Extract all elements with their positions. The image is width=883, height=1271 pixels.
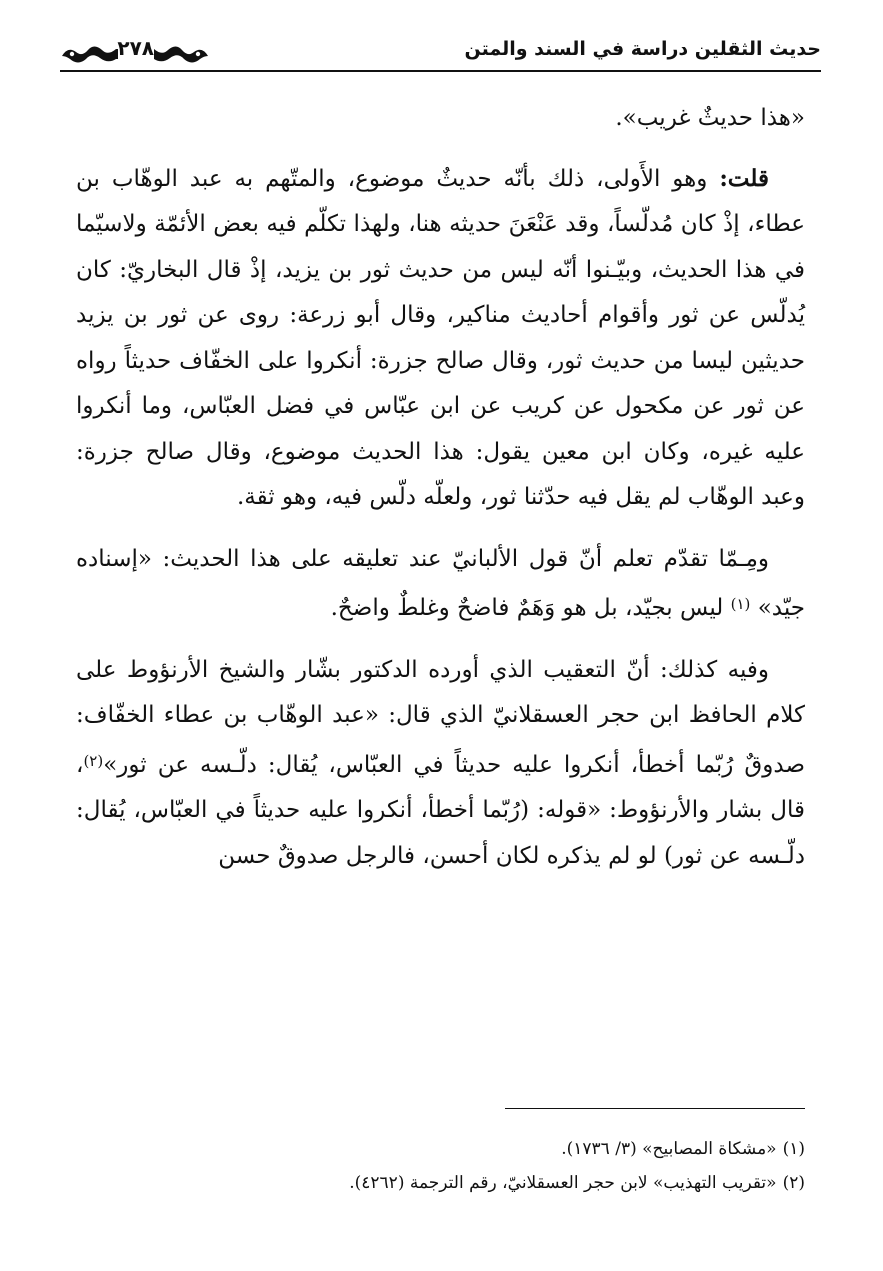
paragraph-4-text-b: ، قال بشار والأرنؤوط: «قوله: (رُبّما أخطأ، أنكروا عليه حديثاً في العبّاس، يُقال: دلّـسه عن ثور) لو لم يذكره لكان أحسن، فالرجل صدوقٌ حسن <box>76 751 805 869</box>
footnote-separator <box>505 1108 805 1109</box>
paragraph-2-text: وهو الأَولى، ذلك بأنّه حديثٌ موضوع، والمتّهم به عبد الوهّاب بن عطاء، إذْ كان مُدلّساً، وقد عَنْعَنَ حديثه هنا، ولهذا تكلّم فيه بعض الأئمّة ولاسيّما في هذا الحديث، وبيّـنوا أنّه ليس من حديث ثور بن يزيد، إذْ قال البخاريّ: كان يُدلّس عن ثور وأقوام أحاديث مناكير، وقال أبو زرعة: روى عن ثور بن يزيد حديثين ليسا من حديث ثور، وقال صالح جزرة: أنكروا على الخفّاف حديثاً رواه عن ثور عن مكحول عن كريب عن ابن عبّاس في فضل العبّاس، وما أنكروا عليه غيره، وكان ابن معين يقول: هذا الحديث موضوع، وقال صالح جزرة: وعبد الوهّاب لم يقل فيه حدّثنا ثور، ولعلّه دلّس فيه، وهو ثقة. <box>76 165 805 510</box>
footnote-2 <box>76 1166 805 1200</box>
paragraph-quote <box>76 96 805 142</box>
footnote-2-text: «تقريب التهذيب» لابن حجر العسقلانيّ، رقم الترجمة (٤٢٦٢). <box>349 1173 777 1193</box>
footnote-1-number: (١) <box>782 1139 805 1159</box>
paragraph-1-text: «هذا حديثٌ غريب». <box>615 105 805 131</box>
footnote-ref-2: (٢) <box>83 751 104 770</box>
paragraph-3-text-a: ومِـمّا تقدّم تعلم أنّ قول الألبانيّ عند تعليقه على هذا الحديث: «إسناده جيّد» <box>76 545 805 621</box>
paragraph-4-text-a: وفيه كذلك: أنّ التعقيب الذي أورده الدكتور بشّار والشيخ الأرنؤوط على كلام الحافظ ابن حجر العسقلانيّ الذي قال: «عبد الوهّاب بن عطاء الخفّاف: صدوقٌ رُبّما أخطأ، أنكروا عليه حديثاً في العبّاس، يُقال: دلّـسه عن ثور» <box>76 656 805 778</box>
header-rule <box>60 70 821 72</box>
footnote-1 <box>76 1132 805 1166</box>
footnotes <box>76 1132 805 1200</box>
page-number: ٢٧٨ <box>117 36 154 60</box>
page-number-ornament <box>60 32 210 68</box>
header-title: حديث الثقلين دراسة في السند والمتن <box>464 38 821 60</box>
paragraph-3-text-b: ليس بجيّد، بل هو وَهَمٌ فاضحٌ وغلطٌ واضحٌ. <box>330 595 724 621</box>
paragraph-commentary <box>76 156 805 521</box>
footnote-ref-1: (١) <box>730 595 751 613</box>
lead-word-qult: قلت: <box>719 164 769 192</box>
footnote-1-text: «مشكاة المصابيح» (٣/ ١٧٣٦). <box>561 1139 777 1159</box>
running-header <box>60 30 821 76</box>
paragraph-albani <box>76 537 805 632</box>
main-text <box>76 96 805 879</box>
footnote-2-number: (٢) <box>782 1173 805 1193</box>
paragraph-taqib <box>76 648 805 880</box>
